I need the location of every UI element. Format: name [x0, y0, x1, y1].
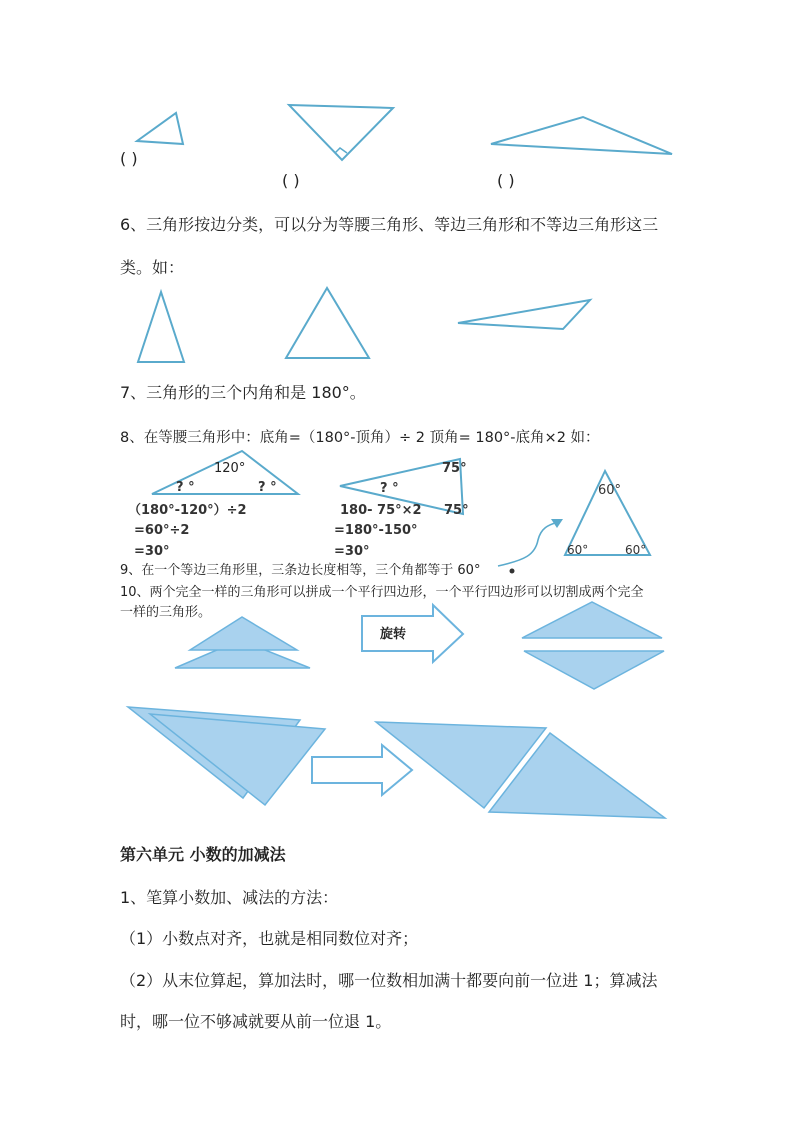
unit6-p3-line1: （2）从末位算起，算加法时，哪一位数相加满十都要向前一位进 1；算减法: [120, 971, 658, 990]
combine-arrow: [312, 745, 412, 795]
ex2-angle-b: 75°: [444, 503, 469, 518]
right-angle-mark: [335, 148, 347, 153]
item6-line1: 6、三角形按边分类，可以分为等腰三角形、等边三角形和不等边三角形这三: [120, 215, 659, 234]
ex1-step3: =30°: [134, 544, 170, 559]
ex1-top-angle: 120°: [214, 461, 246, 476]
item10-line1: 10、两个完全一样的三角形可以拼成一个平行四边形，一个平行四边形可以切割成两个完全: [120, 585, 644, 600]
ex1-step1: （180°-120°）÷2: [128, 503, 247, 518]
ex2-step2: =180°-150°: [334, 523, 418, 538]
answer-blank-3: ( ): [497, 171, 515, 190]
ex2-step3: =30°: [334, 544, 370, 559]
unit6-p3-line2: 时，哪一位不够减就要从前一位退 1。: [120, 1012, 392, 1031]
item6-line2: 类。如：: [120, 258, 185, 277]
triangle-acute-small: [137, 113, 183, 144]
curved-arrow: [498, 522, 558, 566]
ex1-step2: =60°÷2: [134, 523, 190, 538]
item10-line2: 一样的三角形。: [120, 605, 212, 620]
rotate-label: 旋转: [380, 627, 407, 642]
rotate-arrow: [362, 605, 463, 662]
item7-text: 7、三角形的三个内角和是 180°。: [120, 383, 366, 402]
ex2-step1: 180- 75°×2: [340, 503, 422, 518]
triangle-obtuse: [491, 117, 672, 154]
ex3-right: 60°: [625, 543, 647, 557]
ex3-top: 60°: [598, 483, 622, 498]
unit6-p2: （1）小数点对齐，也就是相同数位对齐；: [120, 929, 419, 948]
result-triangle-down: [524, 651, 664, 689]
triangle-isosceles: [138, 292, 184, 362]
ex1-q2: ? °: [258, 480, 277, 495]
dot: [510, 569, 515, 574]
item8-formula: 8、在等腰三角形中：底角=（180°-顶角）÷ 2 顶角= 180°-底角×2 如：: [120, 430, 600, 446]
answer-blank-1: ( ): [120, 149, 138, 168]
result-triangle-up: [522, 602, 662, 638]
ex3-left: 60°: [567, 543, 589, 557]
unit6-p1: 1、笔算小数加、减法的方法：: [120, 888, 339, 907]
triangle-equilateral: [286, 288, 369, 358]
ex1-q1: ? °: [176, 480, 195, 495]
answer-blank-2: ( ): [282, 171, 300, 190]
ex2-angle-a: 75°: [442, 461, 467, 476]
item9-text: 9、在一个等边三角形里，三条边长度相等，三个角都等于 60°: [120, 563, 481, 578]
unit6-title: 第六单元 小数的加减法: [120, 845, 286, 864]
triangle-right: [289, 105, 393, 160]
triangle-scalene: [458, 300, 590, 329]
ex2-q: ? °: [380, 481, 399, 496]
